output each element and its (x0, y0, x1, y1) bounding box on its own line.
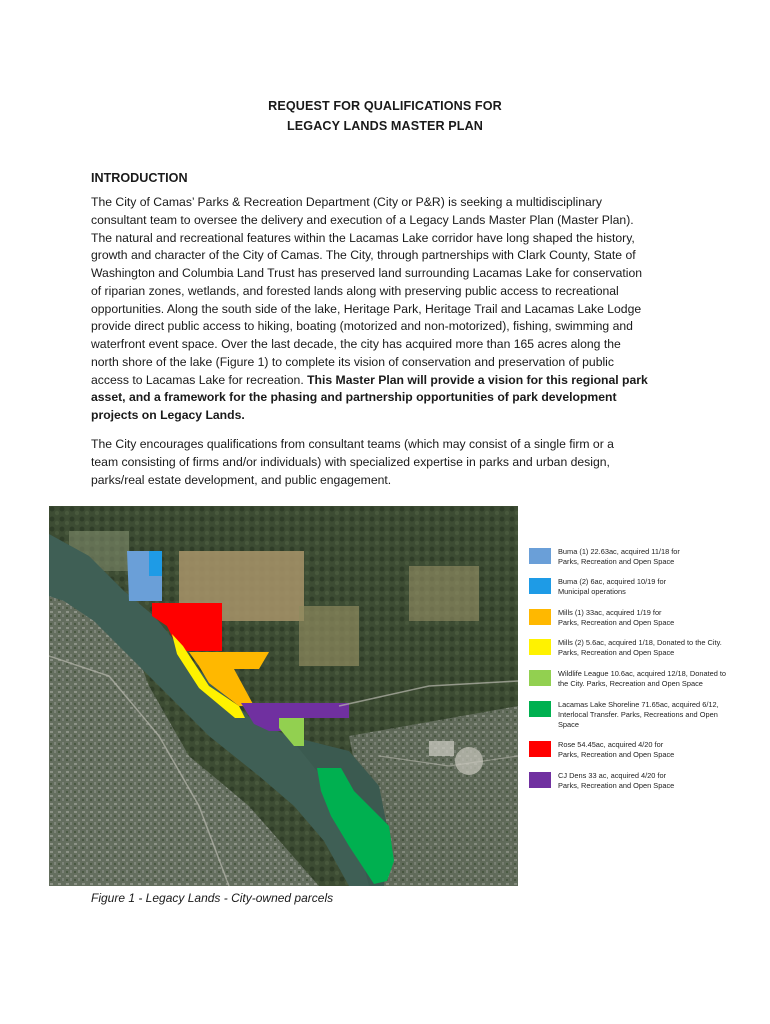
legend-line: Rose 54.45ac, acquired 4/20 for (558, 740, 664, 749)
paragraph-line: provide direct public access to hiking, boating (motorized and non-motorized), fishing, swimming and (91, 319, 633, 334)
legend-line: Mills (2) 5.6ac, acquired 1/18, Donated to the City. (558, 638, 722, 647)
legend-item-mills-2 (529, 638, 739, 666)
legend-line: Mills (1) 33ac, acquired 1/19 for (558, 608, 662, 617)
paragraph-line: north shore of the lake (Figure 1) to complete its vision of conservation and preservation of public (91, 354, 614, 369)
legend-swatch (529, 548, 551, 564)
legend-line: Space (558, 720, 579, 730)
paragraph-bold-text: This Master Plan will provide a vision for this regional park (307, 372, 648, 387)
paragraph-line: parks/real estate development, and public engagement. (91, 472, 392, 487)
legend-swatch (529, 701, 551, 717)
legend-line: the City. Parks, Recreation and Open Space (558, 679, 703, 689)
satellite-map-graphic (49, 506, 518, 886)
paragraph-line: Washington and Columbia Land Trust has preserved land surrounding Lacamas Lake for conservation (91, 266, 643, 280)
section-heading-introduction: INTRODUCTION (91, 171, 188, 185)
legend-item-buma-2 (529, 577, 739, 605)
legend-item-cj-dens (529, 771, 739, 799)
legend-item-mills-1 (529, 608, 739, 636)
paragraph-line: consultant team to oversee the delivery and execution of a Legacy Lands Master Plan (Master Plan). (91, 212, 634, 227)
legend-line: Parks, Recreation and Open Space (558, 750, 675, 760)
paragraph-line: team consisting of firms and/or individuals) with specialized expertise in parks and urban design, (91, 454, 610, 469)
legend-label (558, 771, 738, 791)
legend-swatch (529, 670, 551, 686)
legend-line: Parks, Recreation and Open Space (558, 618, 675, 628)
legend-item-rose (529, 740, 739, 768)
paragraph-line-bold (91, 389, 691, 407)
legend-label (558, 669, 738, 689)
parcel-buma-2 (149, 551, 162, 576)
paragraph-line: The natural and recreational features within the Lacamas Lake corridor have long shaped the history, (91, 230, 635, 245)
legend-line: Wildlife League 10.6ac, acquired 12/18, Donated to (558, 669, 727, 678)
legend-item-lacamas-shoreline (529, 700, 739, 728)
paragraph-line-bold (91, 407, 691, 425)
legend-label (558, 577, 738, 597)
legend-label (558, 638, 738, 658)
paragraph-bold-text: asset, and a framework for the phasing and partnership opportunities of park development (91, 390, 617, 405)
paragraph-text: access to Lacamas Lake for recreation. (91, 372, 308, 387)
legend-line: Municipal operations (558, 587, 626, 597)
legend-swatch (529, 578, 551, 594)
introduction-paragraph (91, 194, 691, 425)
legend-label (558, 740, 738, 760)
paragraph-line: The City of Camas’ Parks & Recreation Department (City or P&R) is seeking a multidisciplinary (91, 195, 602, 209)
legend-swatch (529, 609, 551, 625)
legacy-lands-map (49, 506, 518, 886)
legend-swatch (529, 741, 551, 757)
legend-line: Interlocal Transfer. Parks, Recreations and Open (558, 710, 718, 720)
legend-swatch (529, 772, 551, 788)
title-line-1: REQUEST FOR QUALIFICATIONS FOR (268, 99, 502, 113)
paragraph-line: The City encourages qualifications from consultant teams (which may consist of a single firm or a (91, 437, 614, 451)
legend-line: Parks, Recreation and Open Space (558, 781, 675, 791)
legend-line: Buma (2) 6ac, acquired 10/19 for (558, 577, 667, 586)
legend-label (558, 608, 738, 628)
paragraph-line: opportunities. Along the south side of the lake, Heritage Park, Heritage Trail and Lacamas Lake Lodge (91, 301, 642, 316)
legend-label (558, 700, 738, 731)
legend-item-wildlife-league (529, 669, 739, 697)
legend-label (558, 547, 738, 567)
figure-caption: Figure 1 - Legacy Lands - City-owned parcels (91, 891, 334, 905)
legend-line: CJ Dens 33 ac, acquired 4/20 for (558, 771, 667, 780)
legend-line: Parks, Recreation and Open Space (558, 648, 675, 658)
paragraph-line: of riparian zones, wetlands, and forested lands along with preserving public access to recreational (91, 283, 619, 298)
document-title (0, 96, 770, 136)
legend-line: Parks, Recreation and Open Space (558, 557, 675, 567)
title-line-2: LEGACY LANDS MASTER PLAN (287, 119, 483, 133)
legend-swatch (529, 639, 551, 655)
paragraph-bold-text: projects on Legacy Lands. (91, 408, 245, 422)
legend-item-buma-1 (529, 547, 739, 575)
paragraph-line: growth and character of the City of Camas. The City, through partnerships with Clark County, State of (91, 248, 636, 263)
legend-line: Buma (1) 22.63ac, acquired 11/18 for (558, 547, 680, 556)
qualifications-paragraph (91, 436, 691, 489)
paragraph-line (91, 372, 691, 390)
paragraph-line: waterfront event space. Over the last decade, the city has acquired more than 165 acres along the (91, 337, 621, 351)
legend-line: Lacamas Lake Shoreline 71.65ac, acquired 6/12, (558, 700, 719, 709)
